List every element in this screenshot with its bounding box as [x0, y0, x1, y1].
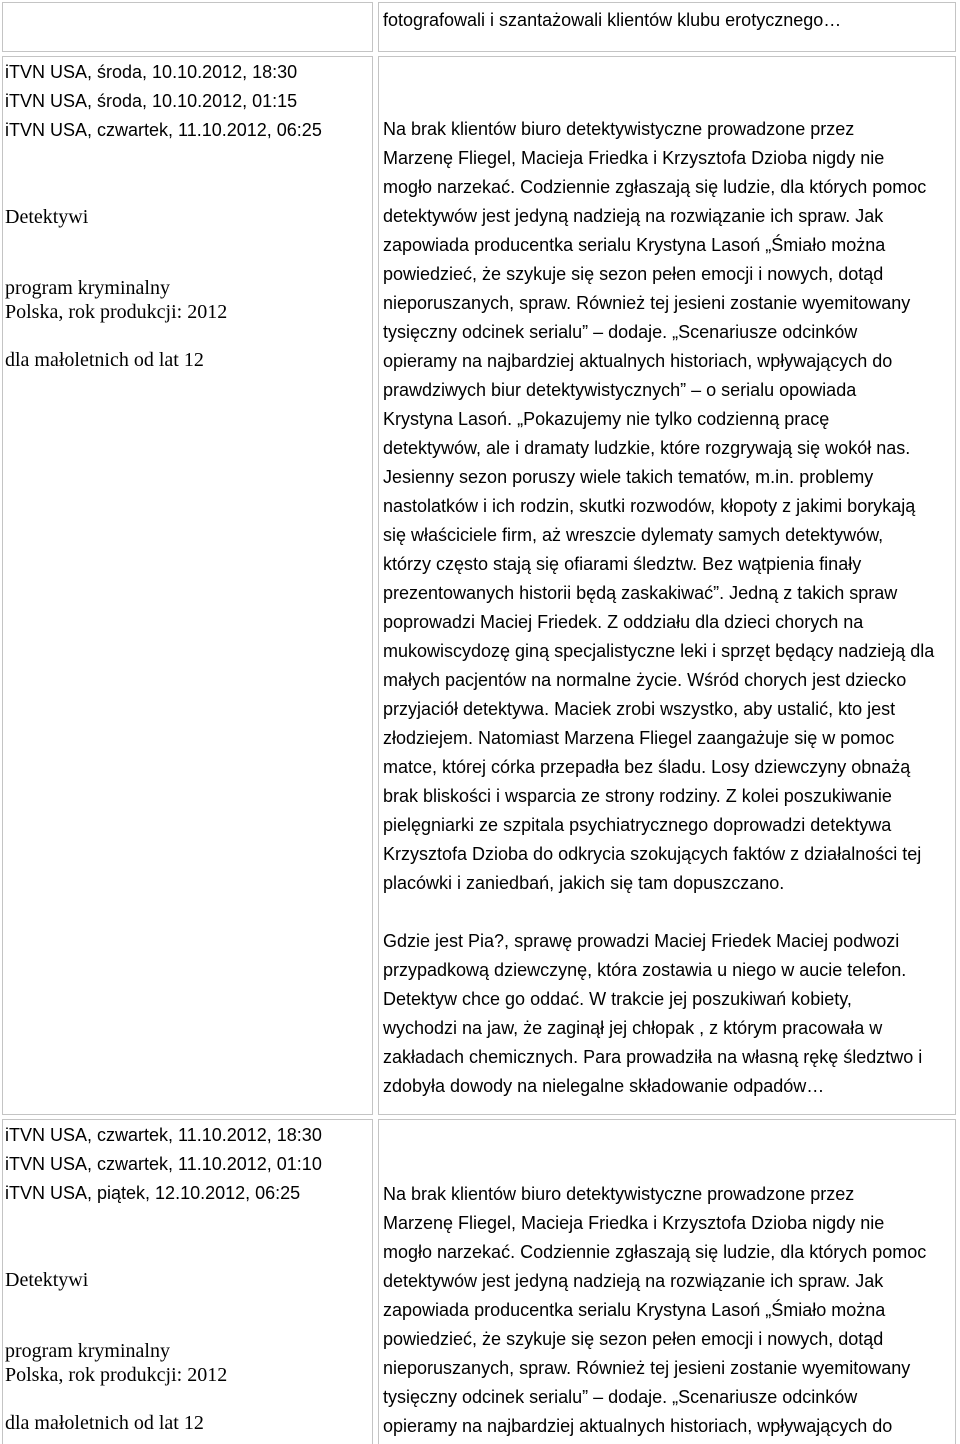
production-info: Polska, rok produkcji: 2012 [5, 1364, 228, 1386]
airing-line: iTVN USA, czwartek, 11.10.2012, 18:30 [5, 1125, 322, 1145]
description-line: złodziejem. Natomiast Marzena Fliegel zaangażuje się w pomoc [383, 728, 895, 748]
description-line: małych pacjentów na normalne życie. Wśród chorych jest dziecko [383, 670, 907, 690]
description-line: placówki i zaniedbań, jakich się tam dopuszczano. [383, 873, 785, 893]
description-line: się właściciele firm, aż wreszcie dylematy samych detektywów, [383, 525, 884, 545]
description-paragraph [383, 927, 955, 1101]
airing-line: iTVN USA, czwartek, 11.10.2012, 06:25 [5, 120, 322, 140]
description-line: Na brak klientów biuro detektywistyczne prowadzone przez [383, 119, 855, 139]
listing-description-cell [378, 1119, 956, 1444]
description-line: fotografowali i szantażowali klientów klubu erotycznego… [383, 10, 842, 30]
description-line: brak bliskości i wsparcia ze strony rodziny. Z kolei poszukiwanie [383, 786, 892, 806]
airing-line: iTVN USA, piątek, 12.10.2012, 06:25 [5, 1183, 301, 1203]
description-line: Na brak klientów biuro detektywistyczne prowadzone przez [383, 1184, 855, 1204]
description-line: detektywów, ale i dramaty ludzkie, które rozgrywają się wokół nas. [383, 438, 911, 458]
description-line: zakładach chemicznych. Para prowadziła na własną rękę śledztwo i [383, 1047, 923, 1067]
description-line: tysięczny odcinek serialu” – dodaje. „Scenariusze odcinków [383, 322, 858, 342]
airing-line: iTVN USA, czwartek, 11.10.2012, 01:10 [5, 1154, 322, 1174]
description-line: opieramy na najbardziej aktualnych historiach, wpływających do [383, 1416, 893, 1436]
description-line: opieramy na najbardziej aktualnych historiach, wpływających do [383, 351, 893, 371]
description-line: Krystyna Lasoń. „Pokazujemy nie tylko codzienną pracę [383, 409, 830, 429]
description-paragraph [383, 1180, 955, 1441]
description-line: zdobyła dowody na nielegalne składowanie odpadów… [383, 1076, 825, 1096]
age-rating: dla małoletnich od lat 12 [5, 349, 204, 371]
description-line: przyjaciół detektywa. Maciek zrobi wszystko, aby ustalić, kto jest [383, 699, 896, 719]
description-line: nieporuszanych, spraw. Również tej jesieni zostanie wyemitowany [383, 1358, 911, 1378]
description-line: Jesienny sezon poruszy wiele takich tematów, m.in. problemy [383, 467, 874, 487]
production-info: Polska, rok produkcji: 2012 [5, 301, 228, 323]
description-line: którzy często stają się ofiarami śledztw. Bez wątpienia finały [383, 554, 862, 574]
description-line: mogło narzekać. Codziennie zgłaszają się ludzie, dla których pomoc [383, 177, 927, 197]
continued-description-cell [378, 2, 956, 52]
empty-cell [2, 2, 373, 52]
description-paragraph [383, 115, 955, 898]
program-genre: program kryminalny [5, 1340, 170, 1362]
listing-schedule-cell [2, 1119, 373, 1444]
description-line: zapowiada producentka serialu Krystyna Lasoń „Śmiało można [383, 235, 886, 255]
listing-schedule-cell [2, 56, 373, 1115]
description-line: Marzenę Fliegel, Macieja Friedka i Krzysztofa Dzioba nigdy nie [383, 148, 885, 168]
airing-line: iTVN USA, środa, 10.10.2012, 01:15 [5, 91, 298, 111]
description-line: detektywów jest jedyną nadzieją na rozwiązanie ich spraw. Jak [383, 1271, 884, 1291]
age-rating: dla małoletnich od lat 12 [5, 1412, 204, 1434]
description-line: detektywów jest jedyną nadzieją na rozwiązanie ich spraw. Jak [383, 206, 884, 226]
description-line: mukowiscydozę giną specjalistyczne leki i sprzęt będący nadzieją dla [383, 641, 935, 661]
program-genre: program kryminalny [5, 277, 170, 299]
listing-description-cell [378, 56, 956, 1115]
description-line: pielęgniarki ze szpitala psychiatrycznego doprowadzi detektywa [383, 815, 892, 835]
description-line: nastolatków i ich rodzin, skutki rozwodów, kłopoty z jakimi borykają [383, 496, 916, 516]
airing-line: iTVN USA, środa, 10.10.2012, 18:30 [5, 62, 298, 82]
description-line: matce, której córka przepadła bez śladu. Losy dziewczyny obnażą [383, 757, 911, 777]
description-line: Marzenę Fliegel, Macieja Friedka i Krzysztofa Dzioba nigdy nie [383, 1213, 885, 1233]
description-line: zapowiada producentka serialu Krystyna Lasoń „Śmiało można [383, 1300, 886, 1320]
program-title: Detektywi [5, 1269, 89, 1291]
program-title: Detektywi [5, 206, 89, 228]
description-line: Krzysztofa Dzioba do odkrycia szokujących faktów z działalności tej [383, 844, 922, 864]
description-line: nieporuszanych, spraw. Również tej jesieni zostanie wyemitowany [383, 293, 911, 313]
description-line: Detektyw chce go oddać. W trakcie jej poszukiwań kobiety, [383, 989, 852, 1009]
description-line: tysięczny odcinek serialu” – dodaje. „Scenariusze odcinków [383, 1387, 858, 1407]
description-line: powiedzieć, że szykuje się sezon pełen emocji i nowych, dotąd [383, 264, 884, 284]
description-line: prezentowanych historii będą zaskakiwać”. Jedną z takich spraw [383, 583, 898, 603]
description-line: mogło narzekać. Codziennie zgłaszają się ludzie, dla których pomoc [383, 1242, 927, 1262]
description-line: Gdzie jest Pia?, sprawę prowadzi Maciej Friedek Maciej podwozi [383, 931, 900, 951]
description-line: przypadkową dziewczynę, która zostawia u niego w aucie telefon. [383, 960, 907, 980]
description-line: poprowadzi Maciej Friedek. Z oddziału dla dzieci chorych na [383, 612, 864, 632]
description-line: wychodzi na jaw, że zaginął jej chłopak , z którym pracowała w [383, 1018, 883, 1038]
description-line: powiedzieć, że szykuje się sezon pełen emocji i nowych, dotąd [383, 1329, 884, 1349]
description-line: prawdziwych biur detektywistycznych” – o serialu opowiada [383, 380, 857, 400]
